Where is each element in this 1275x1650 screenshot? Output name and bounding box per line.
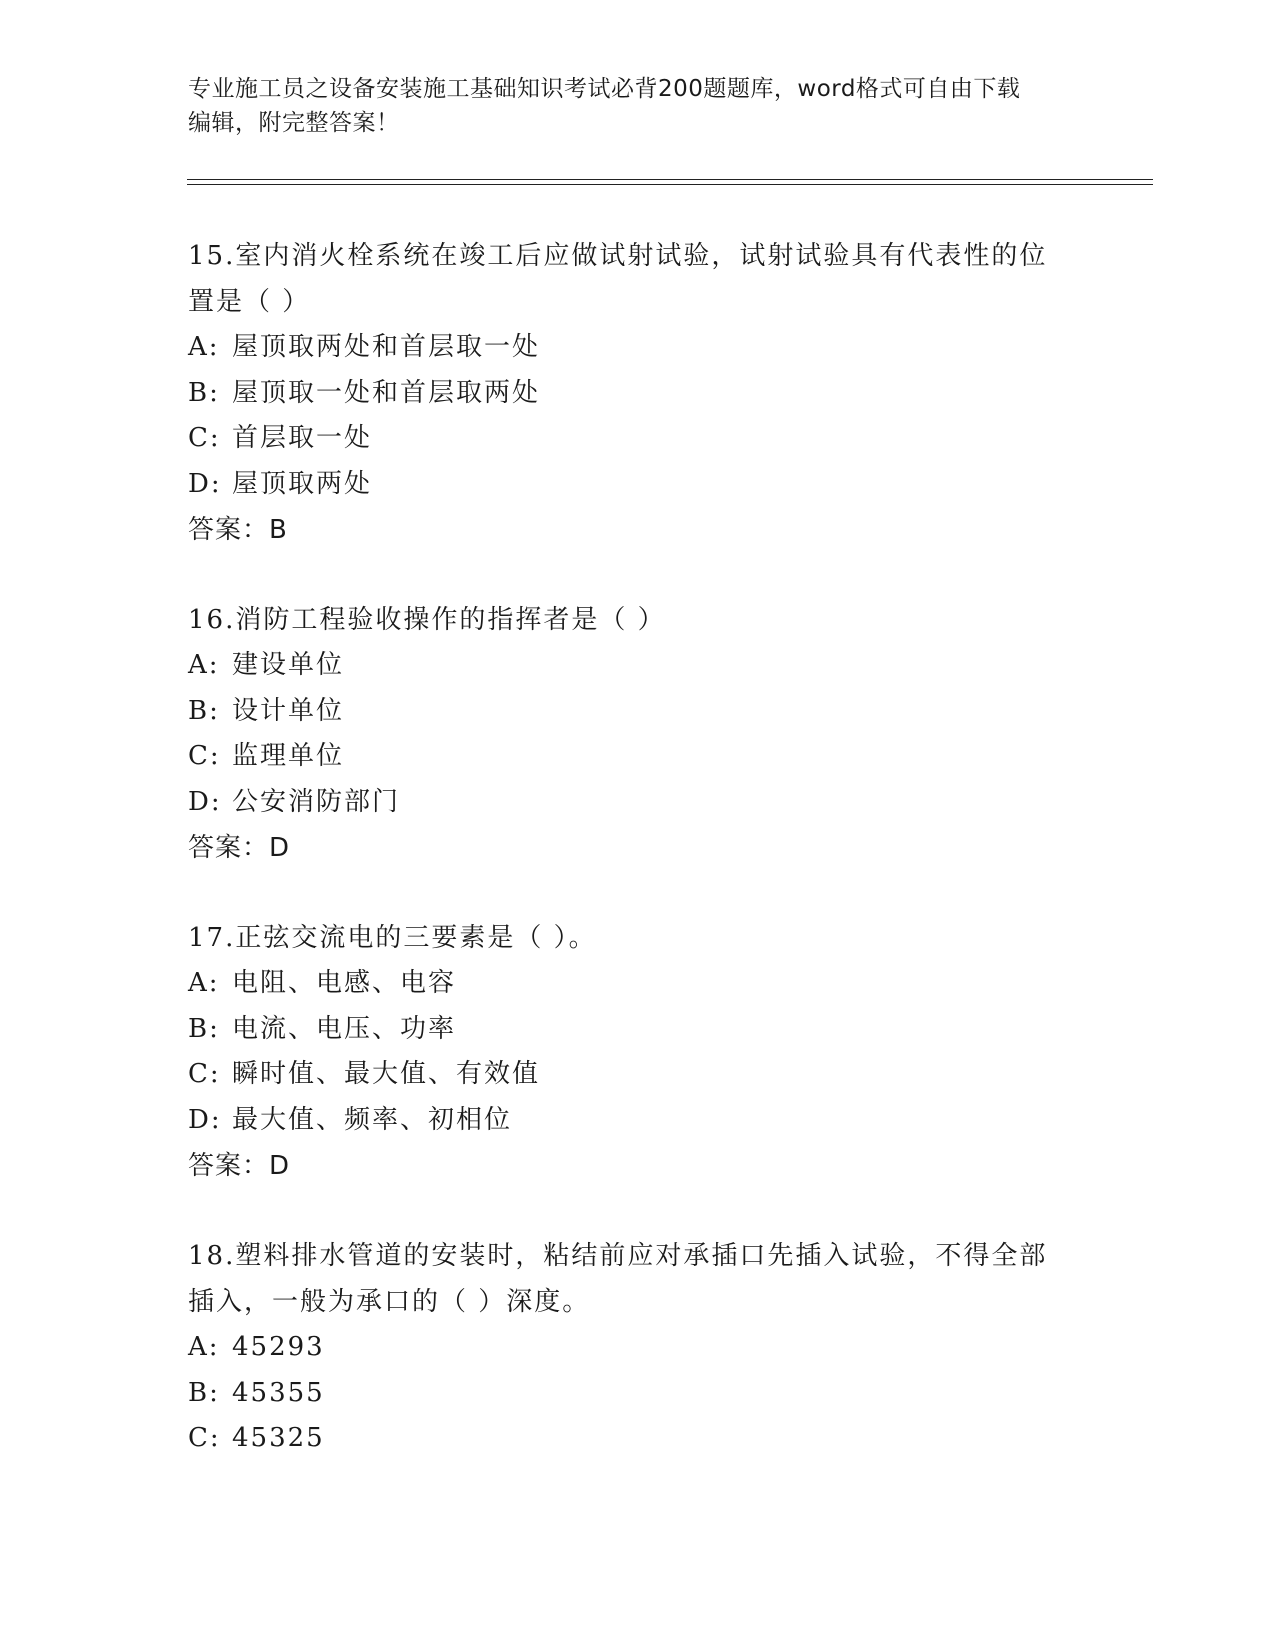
question-stem-line: 17.正弦交流电的三要素是（ ）。	[188, 923, 597, 953]
question-stem-line: 置是（ ）	[188, 287, 311, 317]
option-text: 公安消防部门	[232, 786, 401, 817]
option-letter: D:	[188, 468, 222, 499]
header-line-1: 专业施工员之设备安装施工基础知识考试必背200题题库，word格式可自由下载	[188, 76, 1021, 102]
option-b	[188, 1371, 1088, 1417]
option-c	[188, 1052, 1088, 1098]
option-text: 45293	[232, 1332, 325, 1362]
option-letter: C:	[188, 423, 221, 453]
question-17	[188, 915, 1088, 1189]
option-text: 电流、电压、功率	[232, 1013, 457, 1044]
header-divider-top	[187, 179, 1153, 180]
option-a	[188, 325, 1088, 371]
question-stem-line: 插入，一般为承口的（ ）深度。	[188, 1287, 591, 1317]
answer-line: 答案：D	[188, 1151, 291, 1181]
question-16	[188, 597, 1088, 871]
option-text: 瞬时值、最大值、有效值	[232, 1059, 541, 1089]
question-15	[188, 233, 1088, 553]
option-d	[188, 1098, 1088, 1144]
option-text: 监理单位	[232, 741, 345, 771]
question-18	[188, 1233, 1088, 1462]
question-stem-line: 15.室内消火栓系统在竣工后应做试射试验，试射试验具有代表性的位	[188, 241, 1048, 271]
option-d	[188, 780, 1088, 826]
option-letter: C:	[188, 1059, 221, 1089]
option-letter: D:	[188, 1104, 222, 1135]
option-text: 最大值、频率、初相位	[232, 1104, 513, 1135]
option-b	[188, 1007, 1088, 1053]
document-header	[188, 72, 1068, 140]
question-stem-line: 16.消防工程验收操作的指挥者是（ ）	[188, 605, 666, 635]
option-text: 设计单位	[232, 695, 345, 726]
header-line-2: 编辑，附完整答案！	[188, 110, 400, 136]
option-letter: C:	[188, 1423, 221, 1453]
option-letter: D:	[188, 786, 222, 817]
option-letter: B:	[188, 695, 220, 726]
option-text: 首层取一处	[232, 423, 373, 453]
option-c	[188, 1416, 1088, 1462]
option-text: 45325	[232, 1423, 325, 1453]
option-a	[188, 643, 1088, 689]
option-letter: A:	[188, 332, 220, 362]
option-letter: B:	[188, 1377, 220, 1408]
answer-line: 答案：B	[188, 515, 288, 545]
question-stem-line: 18.塑料排水管道的安装时，粘结前应对承插口先插入试验，不得全部	[188, 1241, 1048, 1271]
option-letter: A:	[188, 968, 220, 998]
option-letter: A:	[188, 650, 220, 680]
option-a	[188, 1325, 1088, 1371]
option-letter: B:	[188, 377, 220, 408]
option-text: 建设单位	[232, 650, 345, 680]
option-c	[188, 416, 1088, 462]
option-text: 屋顶取两处和首层取一处	[232, 332, 541, 362]
option-text: 屋顶取一处和首层取两处	[232, 377, 541, 408]
option-b	[188, 689, 1088, 735]
option-b	[188, 371, 1088, 417]
option-letter: C:	[188, 741, 221, 771]
option-text: 45355	[232, 1377, 325, 1408]
header-divider-bottom	[187, 184, 1153, 185]
option-a	[188, 961, 1088, 1007]
answer-line: 答案：D	[188, 833, 291, 863]
option-text: 屋顶取两处	[232, 468, 373, 499]
option-c	[188, 734, 1088, 780]
option-text: 电阻、电感、电容	[232, 968, 457, 998]
option-letter: A:	[188, 1332, 220, 1362]
option-letter: B:	[188, 1013, 220, 1044]
option-d	[188, 462, 1088, 508]
